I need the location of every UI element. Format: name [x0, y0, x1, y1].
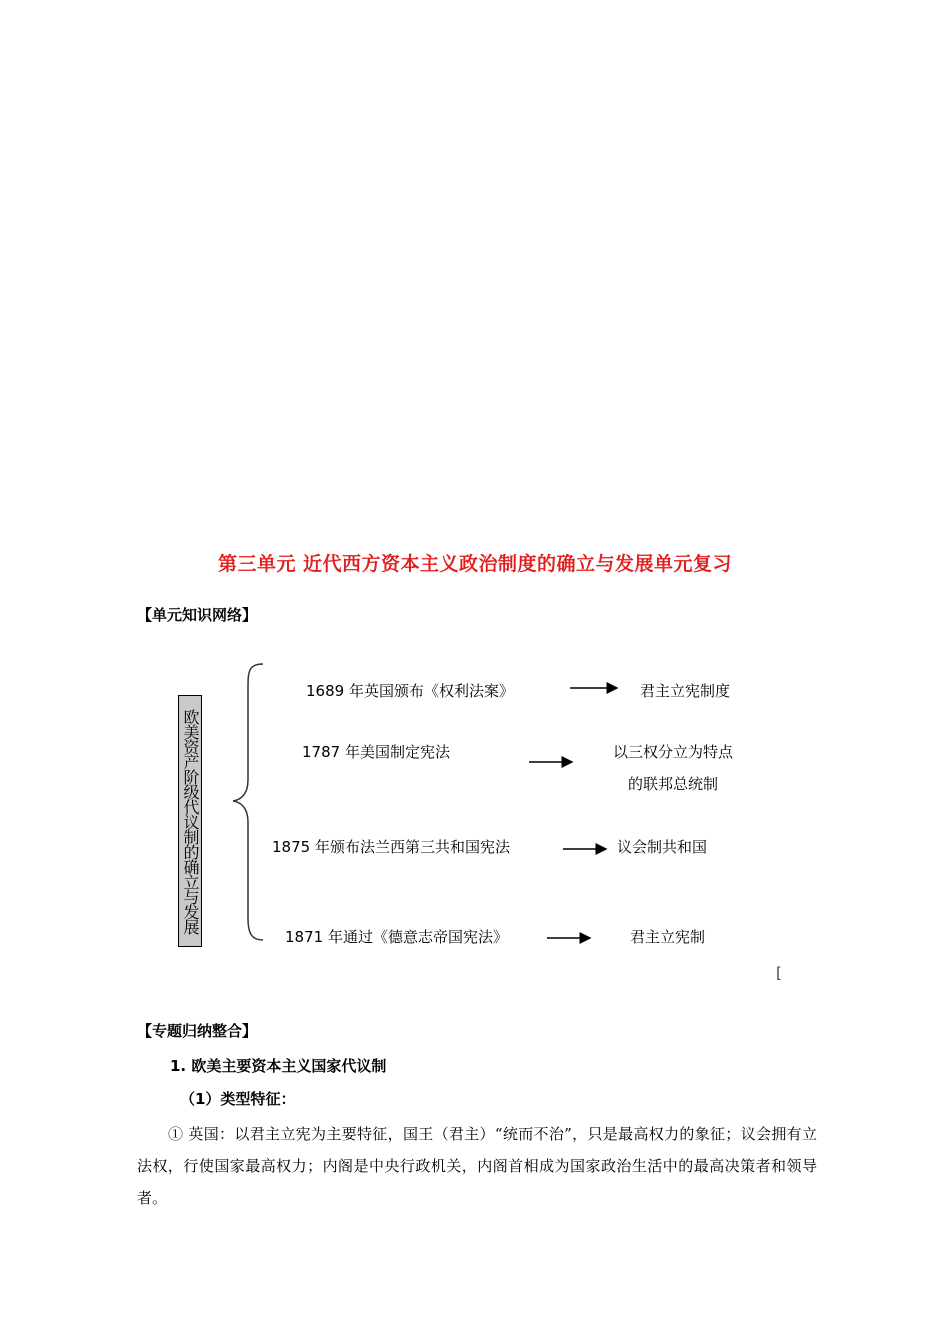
diagram-brace — [233, 664, 263, 940]
heading-representative-system: 1. 欧美主要资本主义国家代议制 — [170, 1057, 387, 1075]
diagram-root-label: 欧美资产阶级代议制的确立与发展 — [181, 708, 200, 934]
heading-type-features: （1）类型特征： — [180, 1090, 296, 1108]
event-1875: 1875 年颁布法兰西第三共和国宪法 — [272, 838, 510, 856]
event-1689: 1689 年英国颁布《权利法案》 — [306, 682, 514, 700]
event-1871: 1871 年通过《德意志帝国宪法》 — [285, 928, 508, 946]
page-title: 第三单元 近代西方资本主义政治制度的确立与发展单元复习 — [217, 553, 733, 575]
result-1871: 君主立宪制 — [630, 928, 706, 946]
result-1787-line1: 以三权分立为特点 — [612, 743, 733, 761]
event-1787: 1787 年美国制定宪法 — [302, 743, 450, 761]
stray-bracket-mark: [ — [776, 964, 782, 982]
paragraph-britain: ① 英国：以君主立宪为主要特征，国王（君主）“统而不治”，只是最高权力的象征；议会拥有立法权，行使国家最高权力；内阁是中央行政机关，内阁首相成为国家政治生活中的最高决策者和领导者。 — [137, 1125, 817, 1207]
result-1689: 君主立宪制度 — [640, 682, 731, 700]
result-1875: 议会制共和国 — [617, 838, 708, 856]
section-heading-topic: 【专题归纳整合】 — [137, 1022, 258, 1040]
section-heading-network: 【单元知识网络】 — [137, 606, 258, 624]
result-1787-line2: 的联邦总统制 — [627, 775, 718, 793]
